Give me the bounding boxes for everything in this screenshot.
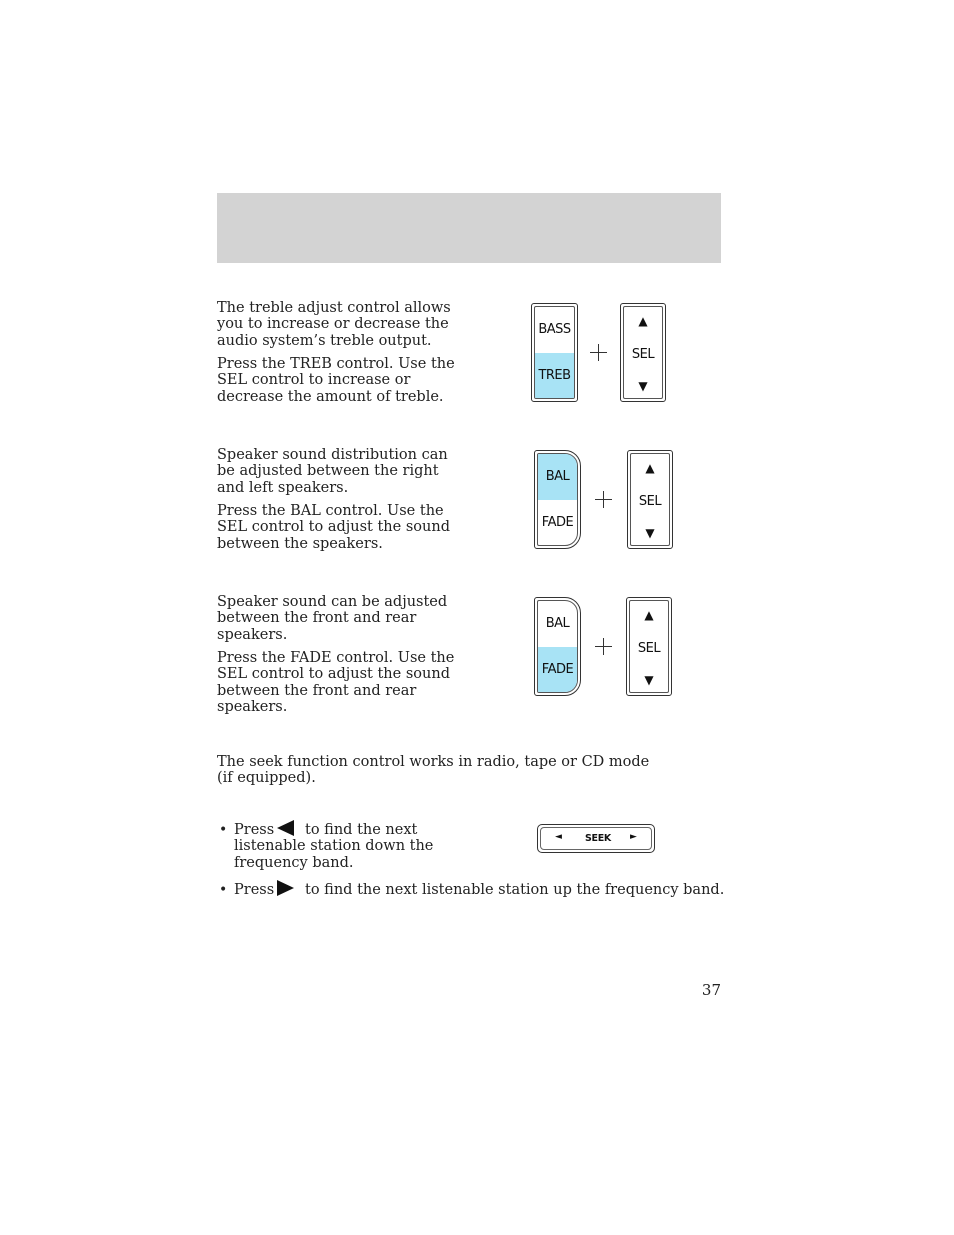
section-header-bar [217,193,721,263]
fade-description: Speaker sound can be adjusted between the front and rear speakers. [217,594,448,643]
bullet: • [219,882,228,898]
bal-label[interactable]: BAL [538,454,577,500]
up-arrow-icon[interactable]: ▲ [638,314,648,328]
fade-label[interactable]: FADE [538,647,577,693]
seek-right-arrow-icon[interactable]: ► [630,832,637,842]
sel-label: SEL [638,494,662,509]
sel-label: SEL [637,641,661,656]
bass-treb-button[interactable] [531,303,578,402]
bal-fade-button[interactable] [534,597,581,696]
seek-down-text: to find the next listenable station down the frequency band. [234,822,434,871]
bal-fade-button[interactable] [534,450,581,549]
sel-button[interactable] [627,450,673,549]
sel-button[interactable] [620,303,666,402]
balance-instruction: Press the BAL control. Use the SEL control to adjust the sound between the speakers. [217,503,450,552]
seek-up-text: to find the next listenable station up the frequency band. [305,882,725,898]
down-arrow-icon[interactable]: ▼ [645,526,655,540]
fade-label[interactable]: FADE [541,514,574,530]
up-arrow-icon[interactable]: ▲ [644,608,654,622]
down-arrow-icon[interactable]: ▼ [644,673,654,687]
bullet: • [219,822,228,838]
plus-icon [595,491,612,508]
sel-button[interactable] [626,597,672,696]
balance-description: Speaker sound distribution can be adjusted between the right and left speakers. [217,447,448,496]
bass-label[interactable]: BASS [538,322,571,338]
press-label: Press [234,822,275,838]
treble-description: The treble adjust control allows you to increase or decrease the audio system’s treble output. [217,300,451,349]
seek-left-arrow-icon[interactable]: ◄ [555,832,562,842]
seek-label: SEEK [585,833,611,844]
page-number: 37 [701,981,721,999]
seek-intro: The seek function control works in radio, tape or CD mode (if equipped). [217,754,650,787]
plus-icon [595,638,612,655]
sel-label: SEL [631,347,655,362]
treb-label[interactable]: TREB [535,353,574,399]
press-label: Press [234,882,275,898]
seek-up-icon [277,880,294,896]
seek-button[interactable] [537,824,655,853]
treble-instruction: Press the TREB control. Use the SEL control to increase or decrease the amount of treble. [217,356,455,405]
up-arrow-icon[interactable]: ▲ [645,461,655,475]
fade-instruction: Press the FADE control. Use the SEL control to adjust the sound between the front and rear speakers. [217,650,455,716]
down-arrow-icon[interactable]: ▼ [638,379,648,393]
bal-label[interactable]: BAL [545,616,570,632]
plus-icon [590,344,607,361]
